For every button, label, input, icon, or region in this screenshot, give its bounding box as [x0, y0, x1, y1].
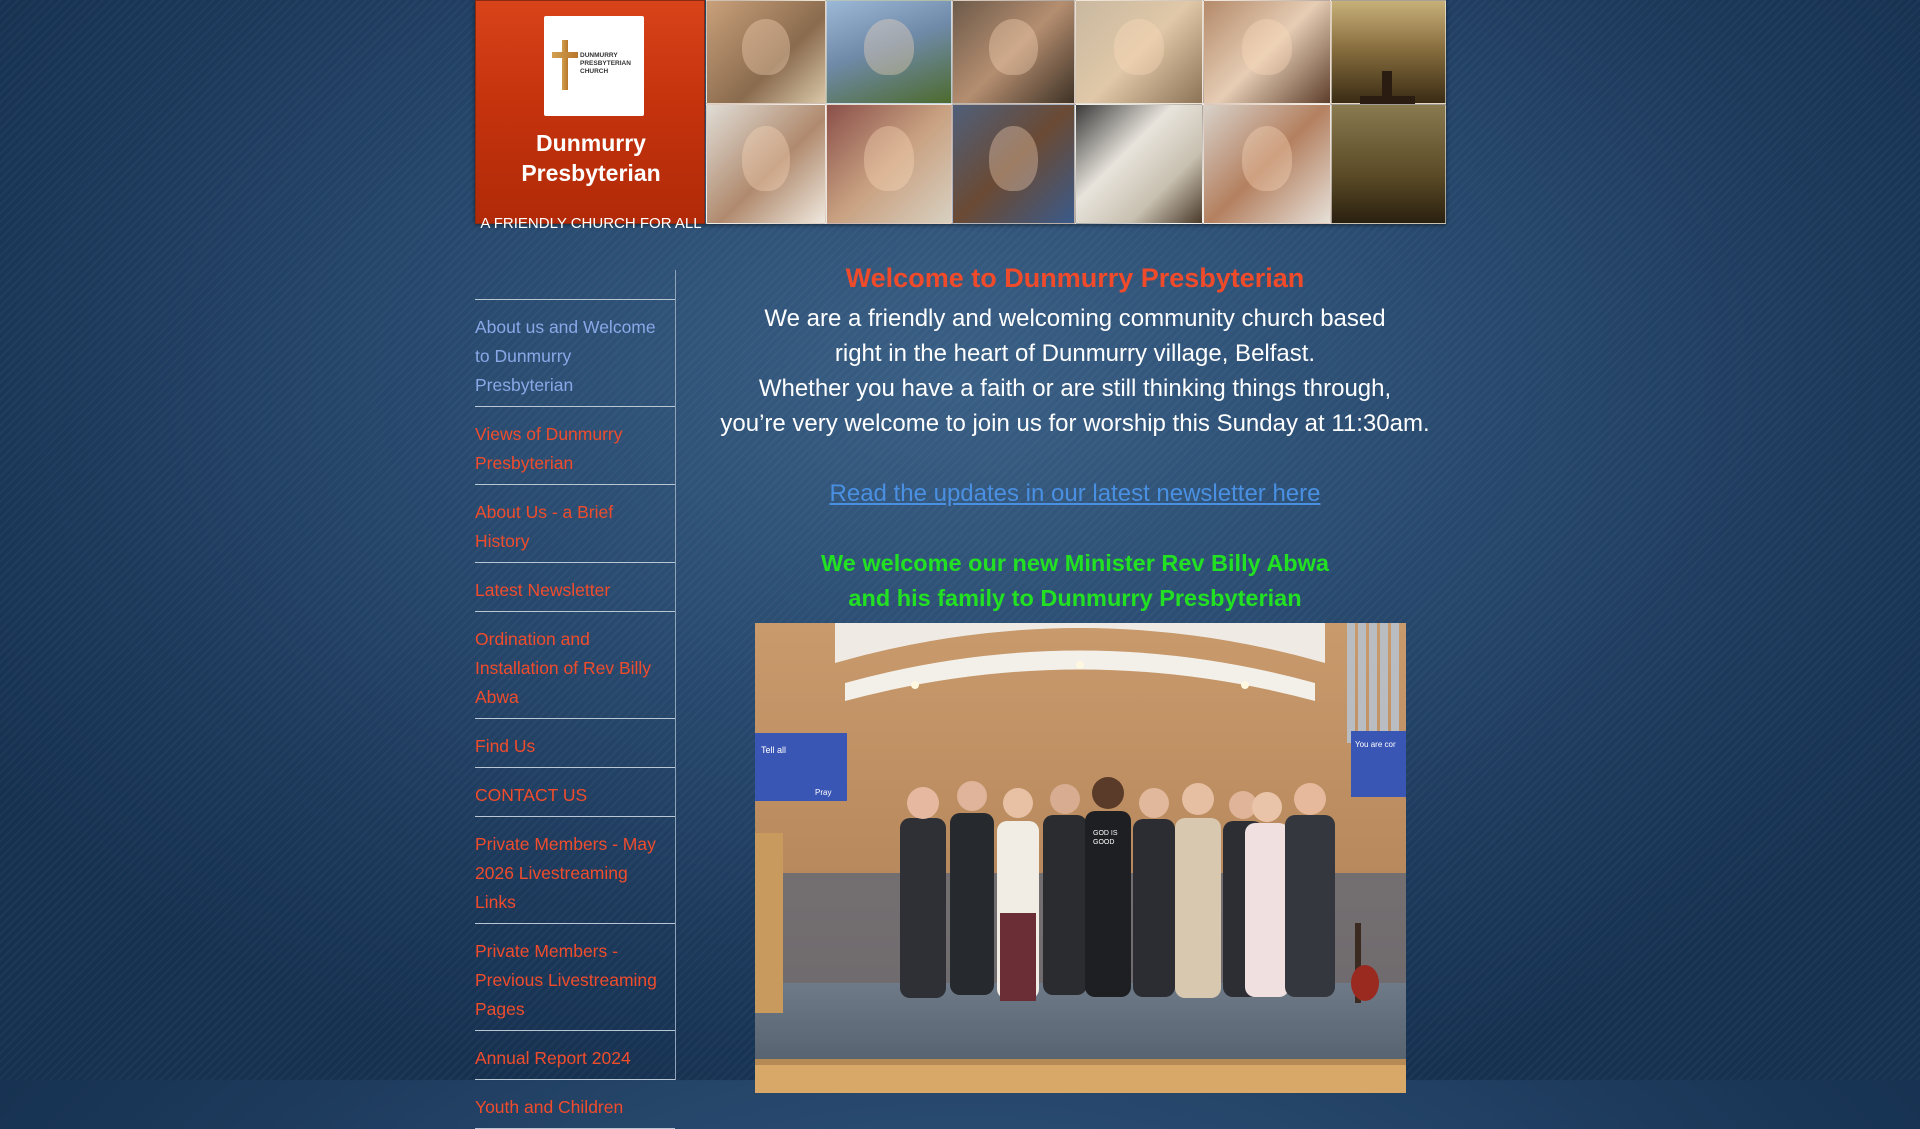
photo-mother-baby	[1203, 0, 1331, 104]
nav-item-find-us[interactable]: Find Us	[475, 719, 675, 768]
photo-boy-outdoors	[826, 0, 952, 104]
photo-family	[1203, 104, 1331, 224]
congregation-photo-art	[755, 623, 1406, 1093]
logo-line: DUNMURRY	[580, 52, 618, 59]
photo-grandparents	[952, 0, 1075, 104]
page	[475, 0, 1446, 1117]
nav-item-about-welcome[interactable]: About us and Welcome to Dunmurry Presbyterian	[475, 300, 675, 407]
sidebar-nav	[475, 270, 676, 1117]
photo-cross-sunset	[1331, 0, 1446, 104]
main-content	[705, 255, 1445, 846]
minister-announcement	[705, 546, 1445, 616]
logo-text	[580, 52, 640, 76]
nav-item-livestream-previous[interactable]: Private Members - Previous Livestreaming Pages	[475, 924, 675, 1031]
photo-woman-smiling	[1075, 0, 1203, 104]
photo-reading-group	[826, 104, 952, 224]
nav-list	[475, 299, 675, 1129]
logo-line: PRESBYTERIAN	[580, 60, 631, 67]
intro-line: Whether you have a faith or are still thinking things through,	[758, 375, 1392, 402]
tshirt-text-line2: GOOD	[1093, 839, 1115, 846]
screen-text-pray: Pray	[815, 788, 832, 797]
welcome-heading: Welcome to Dunmurry Presbyterian	[845, 263, 1305, 293]
intro-line: right in the heart of Dunmurry village, Belfast.	[834, 340, 1316, 367]
nav-item-livestream-may[interactable]: Private Members - May 2026 Livestreaming Links	[475, 817, 675, 924]
photo-child	[952, 104, 1075, 224]
header-photo-collage	[706, 0, 1446, 224]
minister-line: and his family to Dunmurry Presbyterian	[848, 585, 1302, 611]
screen-text-left: Tell all	[761, 745, 787, 755]
nav-item-history[interactable]: About Us - a Brief History	[475, 485, 675, 563]
site-title[interactable]: Dunmurry Presbyterian	[521, 130, 661, 186]
nav-item-views[interactable]: Views of Dunmurry Presbyterian	[475, 407, 675, 485]
site-header	[475, 0, 1446, 232]
nav-item-ordination[interactable]: Ordination and Installation of Rev Billy Abwa	[475, 612, 675, 719]
congregation-photo[interactable]	[755, 623, 1406, 1093]
intro-text	[705, 301, 1445, 441]
photo-couple	[706, 104, 826, 224]
nav-item-youth-children[interactable]: Youth and Children	[475, 1080, 675, 1129]
brand-panel	[475, 0, 705, 232]
tshirt-text-line1: GOD IS	[1093, 830, 1118, 837]
photo-teens	[706, 0, 826, 104]
screen-text-right: You are cor	[1355, 740, 1396, 749]
photo-bible	[1075, 104, 1203, 224]
nav-item-contact[interactable]: CONTACT US	[475, 768, 675, 817]
minister-line: We welcome our new Minister Rev Billy Abwa	[821, 550, 1329, 576]
cross-icon	[562, 40, 568, 90]
photo-sky	[1331, 104, 1446, 224]
intro-line: We are a friendly and welcoming community church based	[764, 305, 1386, 332]
site-tagline: A FRIENDLY CHURCH FOR ALL	[480, 215, 702, 232]
newsletter-link[interactable]: Read the updates in our latest newsletter here	[829, 480, 1321, 507]
cross-icon-bar	[552, 52, 578, 58]
nav-item-newsletter[interactable]: Latest Newsletter	[475, 563, 675, 612]
intro-line: you’re very welcome to join us for worship this Sunday at 11:30am.	[720, 410, 1430, 437]
church-logo[interactable]	[544, 16, 644, 116]
logo-line: CHURCH	[580, 68, 609, 75]
nav-item-annual-report[interactable]: Annual Report 2024	[475, 1031, 675, 1080]
